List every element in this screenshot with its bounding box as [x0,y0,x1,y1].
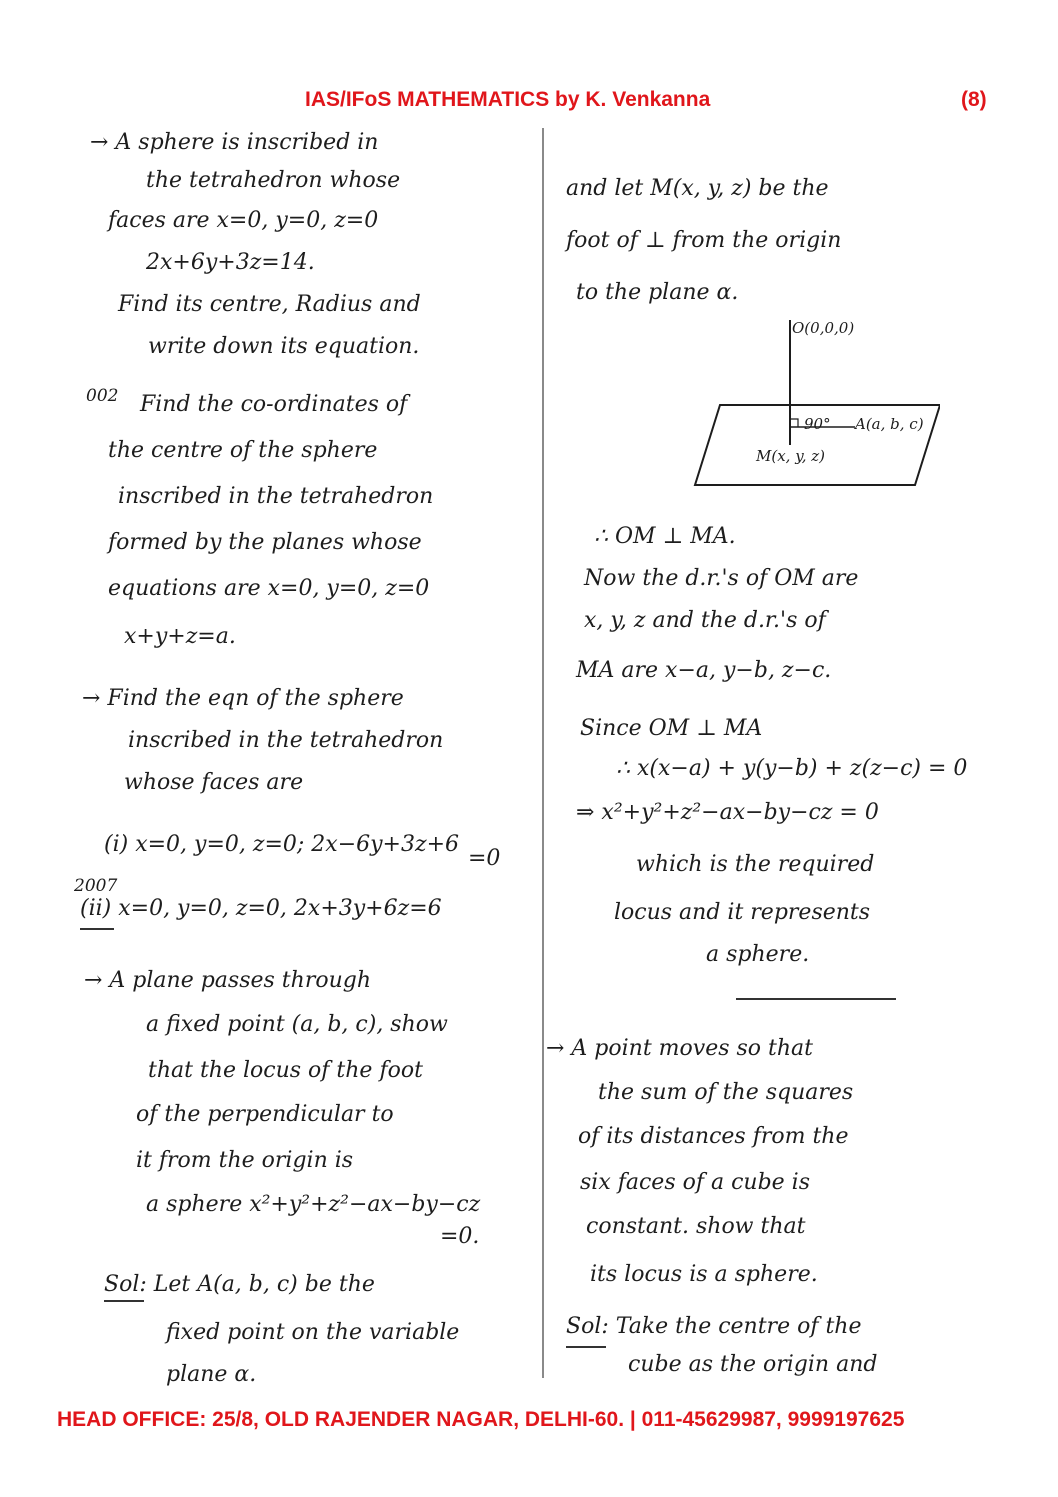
left-line: Find its centre, Radius and [118,292,421,317]
underline [566,1346,606,1348]
right-line: cube as the origin and [628,1352,878,1377]
year-note: 2007 [74,876,118,896]
footer-text: HEAD OFFICE: 25/8, OLD RAJENDER NAGAR, DELHI-60. | 011-45629987, 9999197625 [57,1408,905,1431]
right-line: to the plane α. [576,280,739,305]
origin-label: O(0,0,0) [792,319,855,337]
right-line: foot of ⊥ from the origin [566,228,842,253]
right-angle-mark [790,419,798,427]
left-line: equations are x=0, y=0, z=0 [108,576,430,601]
underline [104,1300,144,1302]
left-line: it from the origin is [136,1148,354,1173]
left-line: 2x+6y+3z=14. [146,250,315,275]
right-line: and let M(x, y, z) be the [566,176,829,201]
right-line: ∴ OM ⊥ MA. [594,524,736,549]
left-line: Find the co-ordinates of [140,392,408,417]
right-line: of its distances from the [578,1124,849,1149]
left-line: → Find the eqn of the sphere [82,686,404,711]
column-divider [542,128,544,1378]
left-line: formed by the planes whose [108,530,422,555]
left-line: inscribed in the tetrahedron [128,728,444,753]
right-line: Now the d.r.'s of OM are [584,566,859,591]
right-line: its locus is a sphere. [590,1262,818,1287]
page-number: (8) [961,88,987,111]
right-line: Since OM ⊥ MA [580,716,763,741]
angle-label: 90° [804,415,831,433]
left-line: inscribed in the tetrahedron [118,484,434,509]
left-line: that the locus of the foot [148,1058,423,1083]
right-line: x, y, z and the d.r.'s of [584,608,826,633]
right-line: six faces of a cube is [580,1170,811,1195]
right-line: ∴ x(x−a) + y(y−b) + z(z−c) = 0 [616,756,968,781]
left-line: a sphere x²+y²+z²−ax−by−cz [146,1192,481,1217]
underline [80,928,114,930]
right-line: a sphere. [706,942,810,967]
left-line: → A plane passes through [84,968,371,993]
section-separator [736,998,896,1000]
left-line: x+y+z=a. [124,624,236,649]
left-line: the centre of the sphere [108,438,378,463]
point-a-label: A(a, b, c) [855,415,924,433]
left-line: faces are x=0, y=0, z=0 [108,208,379,233]
left-line: =0. [440,1224,480,1249]
right-line: ⇒ x²+y²+z²−ax−by−cz = 0 [576,800,879,825]
left-line: (i) x=0, y=0, z=0; 2x−6y+3z+6 [104,832,460,857]
right-line: locus and it represents [614,900,871,925]
left-line: a fixed point (a, b, c), show [146,1012,448,1037]
right-line: the sum of the squares [598,1080,854,1105]
right-line: constant. show that [586,1214,806,1239]
left-line: whose faces are [124,770,304,795]
point-m-label: M(x, y, z) [756,447,825,465]
right-line: Sol: Take the centre of the [566,1314,862,1339]
right-line: which is the required [636,852,875,877]
left-line: (ii) x=0, y=0, z=0, 2x+3y+6z=6 [80,896,442,921]
left-line: of the perpendicular to [136,1102,394,1127]
page-header [0,88,1058,118]
header-title: IAS/IFoS MATHEMATICS by K. Venkanna [305,88,711,111]
left-line: Sol: Let A(a, b, c) be the [104,1272,375,1297]
left-line: fixed point on the variable [166,1320,460,1345]
right-line: → A point moves so that [546,1036,814,1061]
year-note: 002 [86,386,119,406]
left-line: plane α. [166,1362,257,1387]
left-line: write down its equation. [148,334,420,359]
left-line: → A sphere is inscribed in [90,130,379,155]
left-line: the tetrahedron whose [146,168,401,193]
left-line: =0 [468,846,501,871]
plane-diagram [690,315,940,495]
right-line: MA are x−a, y−b, z−c. [576,658,832,683]
